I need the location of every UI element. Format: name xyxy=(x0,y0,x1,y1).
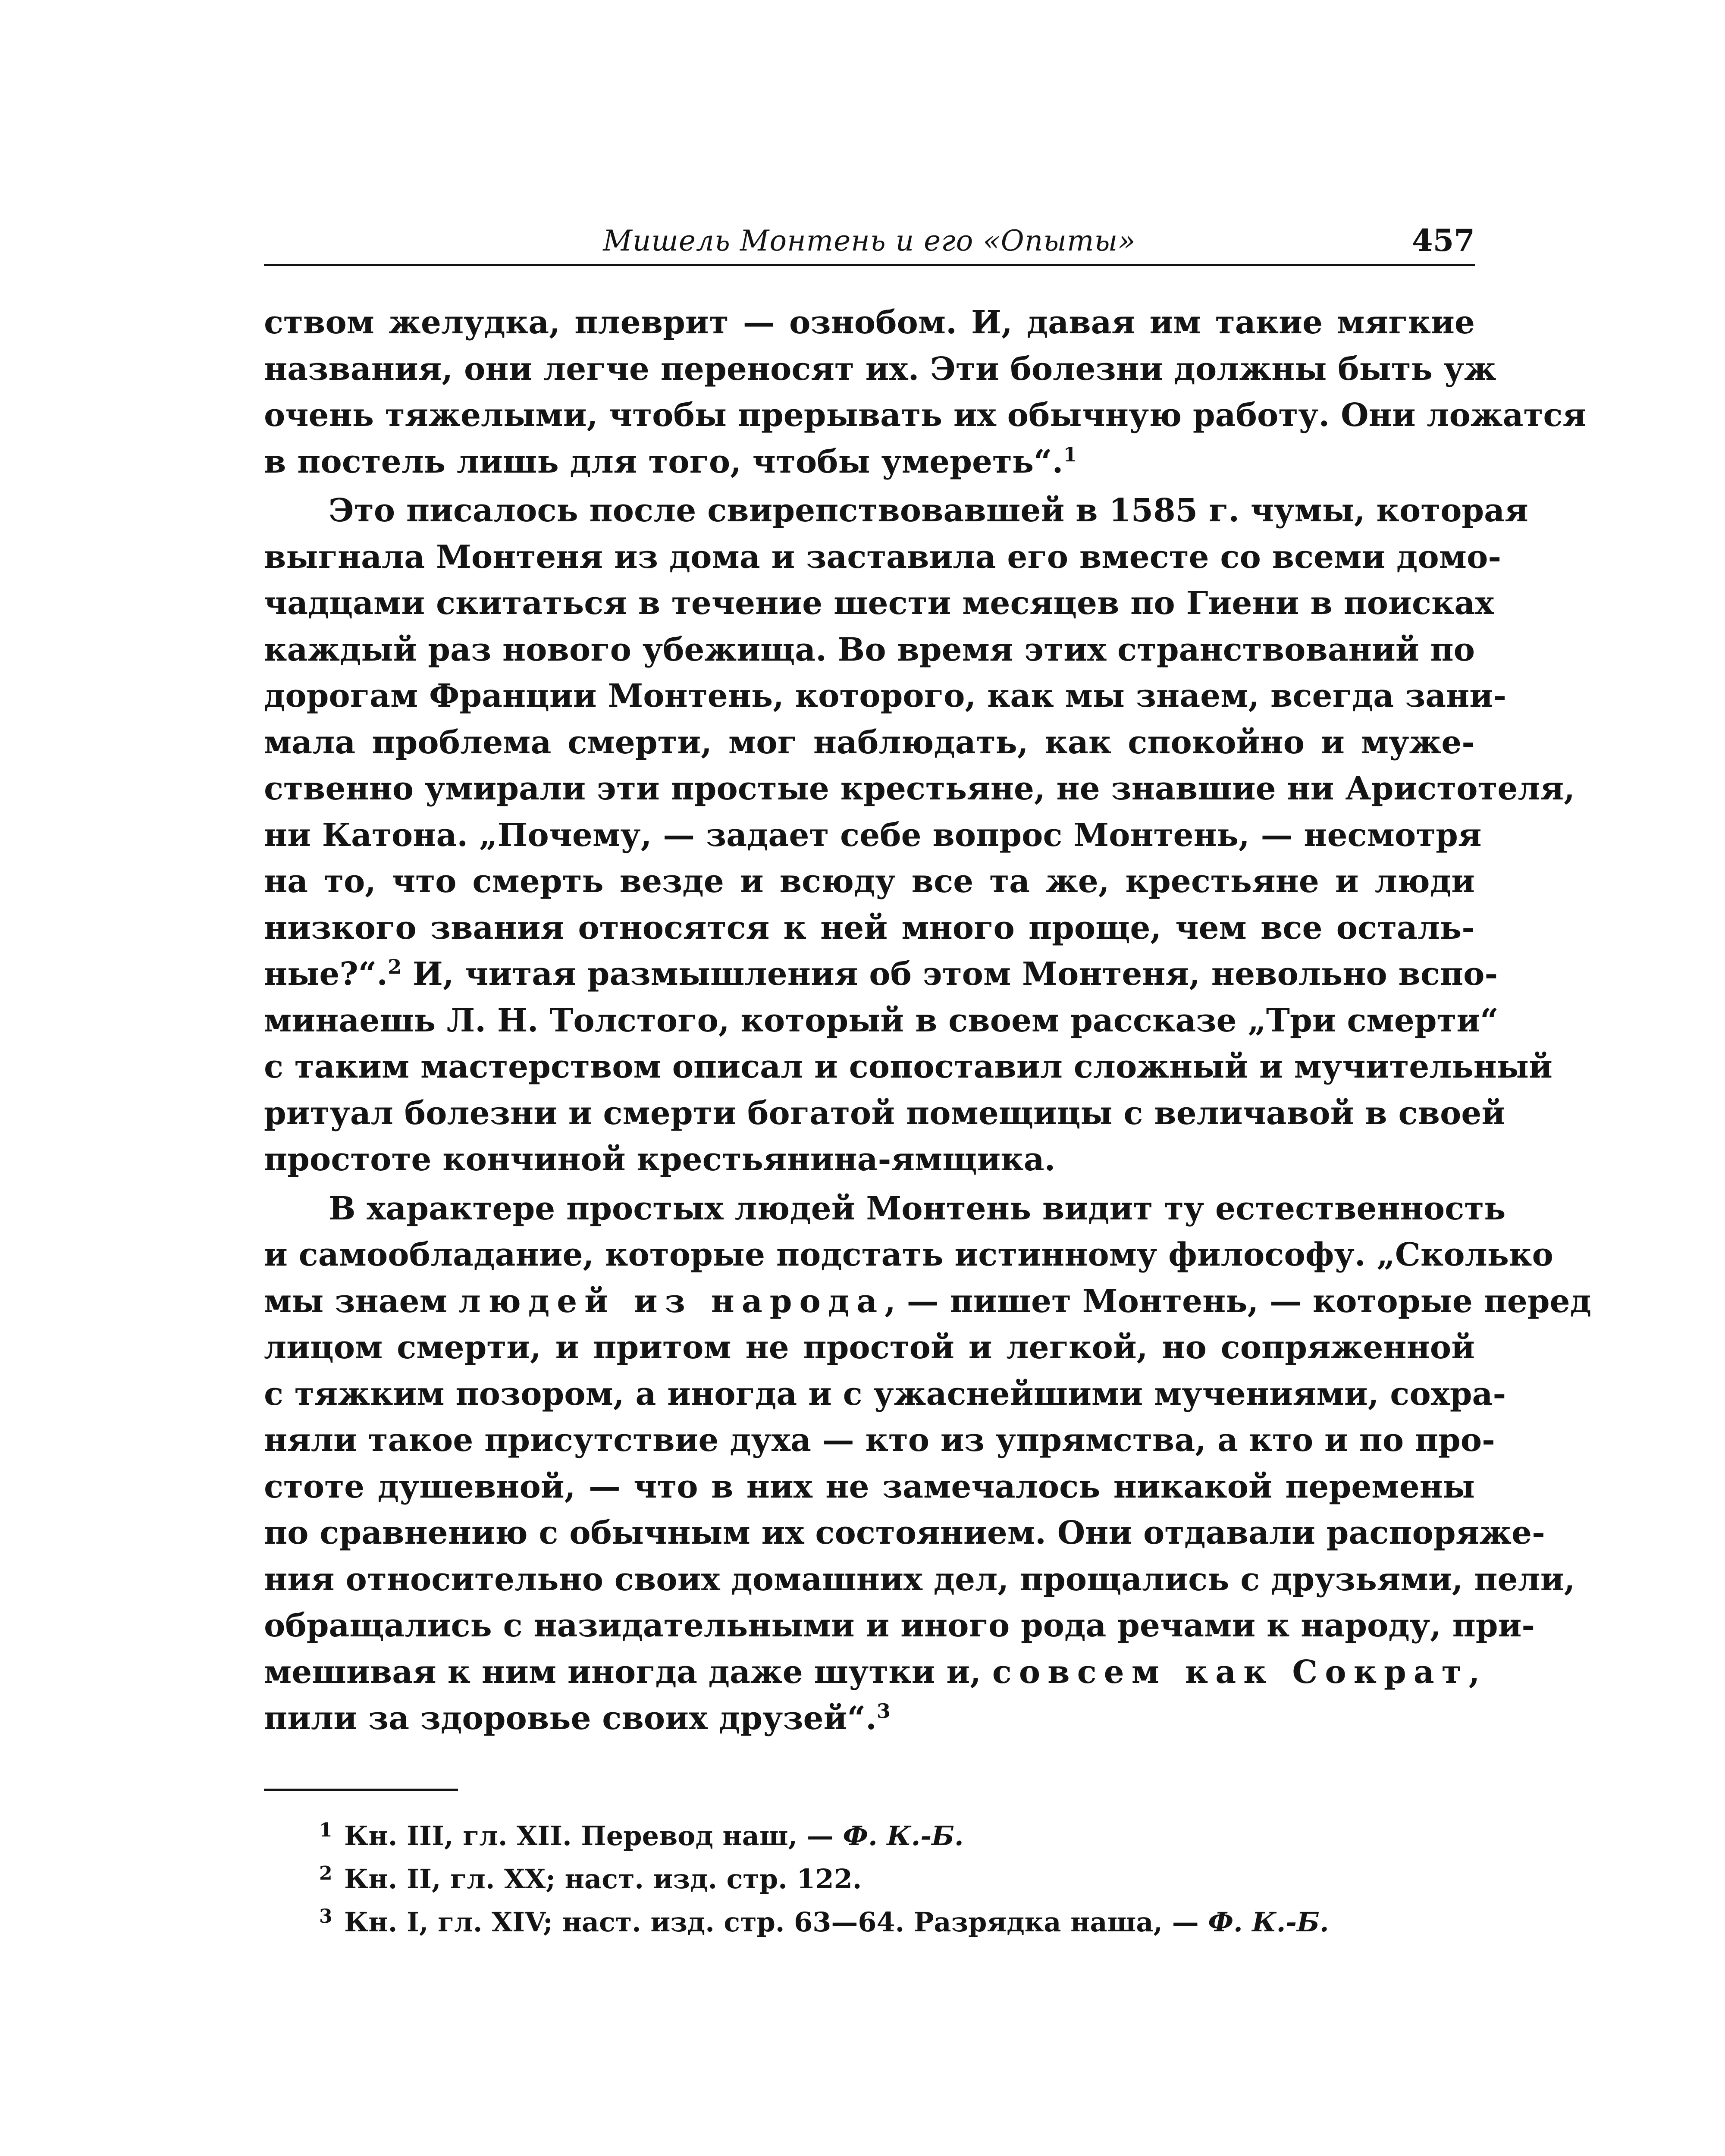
header-rule xyxy=(264,264,1475,266)
running-title: Мишель Монтень и его «Опыты» xyxy=(603,224,1136,257)
footnote-2: 2 Кн. II, гл. XX; наст. изд. стр. 122. xyxy=(319,1862,862,1895)
footnote-rule xyxy=(264,1789,458,1791)
text-line: на то, что смерть везде и всюду все та же, крестьяне и люди xyxy=(264,863,1475,900)
paragraph-3 xyxy=(264,1186,1591,1742)
text-line: ния относительно своих домашних дел, прощались с друзьями, пели, xyxy=(264,1561,1575,1598)
footnote-author: Ф. К.-Б. xyxy=(1208,1906,1329,1938)
text-line: ные?“.$^2$ И, читая размышления об этом Монтеня, невольно вспо- xyxy=(264,955,1498,993)
spaced-emphasis: людей из народа xyxy=(458,1282,885,1320)
footnote-ref-1[interactable]: 1 xyxy=(1063,442,1077,466)
text-line: ством желудка, плеврит — ознобом. И, давая им такие мягкие xyxy=(264,304,1475,341)
text-line: пили за здоровье своих друзей“.$^3$ xyxy=(264,1699,891,1737)
text-line: очень тяжелыми, чтобы прерывать их обычную работу. Они ложатся xyxy=(264,397,1587,434)
text-line: выгнала Монтеня из дома и заставила его вместе со всеми домо- xyxy=(264,538,1502,576)
text-line: стоте душевной, — что в них не замечалось никакой перемены xyxy=(264,1468,1475,1505)
spaced-emphasis: совсем как Сократ xyxy=(992,1653,1469,1691)
footnote-1: 1 Кн. III, гл. XII. Перевод наш, — Ф. К.-Б. xyxy=(319,1819,964,1852)
text-line: и самообладание, которые подстать истинному философу. „Сколько xyxy=(264,1236,1553,1273)
text-line: названия, они легче переносят их. Эти болезни должны быть уж xyxy=(264,350,1496,388)
text-line: чадцами скитаться в течение шести месяцев по Гиени в поисках xyxy=(264,585,1494,622)
text-line: по сравнению с обычным их состоянием. Они отдавали распоряже- xyxy=(264,1514,1545,1551)
running-head xyxy=(264,219,1475,266)
text-line: простоте кончиной крестьянина-ямщика. xyxy=(264,1141,1056,1178)
paragraph-1 xyxy=(264,300,1587,485)
text-line: ственно умирали эти простые крестьяне, не знавшие ни Аристотеля, xyxy=(264,770,1575,807)
text-line: дорогам Франции Монтень, которого, как мы знаем, всегда зани- xyxy=(264,677,1506,714)
footnote-3: 3 Кн. I, гл. XIV; наст. изд. стр. 63—64. Разрядка наша, — Ф. К.-Б. xyxy=(319,1905,1329,1938)
text-line: няли такое присутствие духа — кто из упрямства, а кто и по про- xyxy=(264,1422,1495,1459)
text-line: обращались с назидательными и иного рода речами к народу, при- xyxy=(264,1607,1535,1644)
text-line: с тяжким позором, а иногда и с ужаснейшими мучениями, сохра- xyxy=(264,1375,1506,1413)
footnote-author: Ф. К.-Б. xyxy=(843,1820,964,1852)
footnote-ref-2[interactable]: 2 xyxy=(388,955,402,978)
text-line: В характере простых людей Монтень видит ту естественность xyxy=(329,1190,1506,1227)
text-line: минаешь Л. Н. Толстого, который в своем рассказе „Три смерти“ xyxy=(264,1002,1499,1039)
text-line: Это писалось после свирепствовавшей в 1585 г. чумы, которая xyxy=(329,492,1528,529)
text-line: с таким мастерством описал и сопоставил сложный и мучительный xyxy=(264,1048,1552,1085)
text-line: ритуал болезни и смерти богатой помещицы с величавой в своей xyxy=(264,1094,1505,1132)
text-line: в постель лишь для того, чтобы умереть“.$^1$ xyxy=(264,442,1077,480)
text-line: лицом смерти, и притом не простой и легкой, но сопряженной xyxy=(264,1329,1475,1366)
body-text xyxy=(264,300,1591,1742)
paragraph-2 xyxy=(264,488,1575,1183)
text-line: каждый раз нового убежища. Во время этих странствований по xyxy=(264,631,1475,668)
text-line: ни Катона. „Почему, — задает себе вопрос Монтень, — несмотря xyxy=(264,816,1482,854)
text-line: мала проблема смерти, мог наблюдать, как спокойно и муже- xyxy=(264,724,1475,761)
footnotes xyxy=(319,1814,1484,1944)
text-line: мы знаем людей из народа, — пишет Монтень, — которые перед xyxy=(264,1282,1591,1320)
page-number: 457 xyxy=(1411,222,1475,258)
footnote-ref-3[interactable]: 3 xyxy=(876,1699,891,1723)
text-line: низкого звания относятся к ней много проще, чем все осталь- xyxy=(264,909,1475,946)
text-line: мешивая к ним иногда даже шутки и, совсем как Сократ, xyxy=(264,1653,1480,1691)
